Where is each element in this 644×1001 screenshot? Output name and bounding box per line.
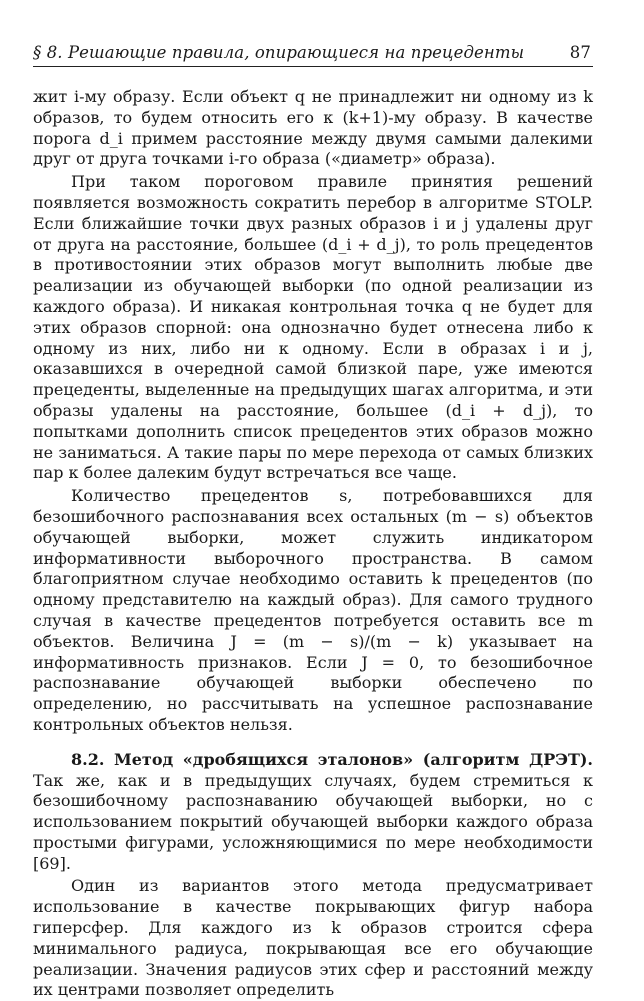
running-head: [33, 40, 593, 67]
page-number: 87: [569, 43, 591, 62]
section-paragraph: [33, 750, 593, 875]
book-page: [33, 40, 593, 1001]
section-heading: 8.2. Метод «дробящихся эталонов» (алгоритм ДРЭТ).: [71, 749, 593, 769]
section-text: Так же, как и в предыдущих случаях, будем стремиться к безошибочному распознаванию обучающей выборки, но с использованием покрытий обучающей выборки каждого образа простыми фигурами, усложняющимися по мере необходимости [69].: [33, 770, 593, 873]
paragraph-2: При таком пороговом правиле принятия решений появляется возможность сократить перебор в алгоритме STOLP. Если ближайшие точки двух разных образов i и j удалены друг от друга на расстояние, большее (d_i + d_j), то роль прецедентов в противостоянии этих образов могут выполнить любые две реализации из обучающей выборки (по одной реализации из каждого образа). И никакая контрольная точка q не будет для этих образов спорной: она однозначно будет отнесена либо к одному из них, либо ни к одному. Если в образах i и j, оказавшихся в очередной самой близкой паре, уже имеются прецеденты, выделенные на предыдущих шагах алгоритма, и эти образы удалены на расстояние, большее (d_i + d_j), то попытками дополнить список прецедентов этих образов можно не заниматься. А такие пары по мере перехода от самых близких пар к более далеким будут встречаться все чаще.: [33, 172, 593, 483]
paragraph-3: Количество прецедентов s, потребовавшихся для безошибочного распознавания всех остальных (m − s) объектов обучающей выборки, может служить индикатором информативности выборочного пространства. В самом благоприятном случае необходимо оставить k прецедентов (по одному представителю на каждый образ). Для самого трудного случая в качестве прецедентов потребуется оставить все m объектов. Величина J = (m − s)/(m − k) указывает на информативность признаков. Если J = 0, то безошибочное распознавание обучающей выборки обеспечено по определению, но рассчитывать на успешное распознавание контрольных объектов нельзя.: [33, 486, 593, 734]
page-body: [33, 87, 593, 1001]
paragraph-final: Один из вариантов этого метода предусматривает использование в качестве покрывающих фигур набора гиперсфер. Для каждого из k образов строится сфера минимального радиуса, покрывающая все его обучающие реализации. Значения радиусов этих сфер и расстояний между их центрами позволяет определить: [33, 876, 593, 1000]
paragraph-1: жит i-му образу. Если объект q не принадлежит ни одному из k образов, то будем относить его к (k+1)-му образу. В качестве порога d_i примем расстояние между двумя самыми далекими друг от друга точками i-го образа («диаметр» образа).: [33, 87, 593, 169]
running-head-title: § 8. Решающие правила, опирающиеся на прецеденты: [33, 43, 525, 62]
